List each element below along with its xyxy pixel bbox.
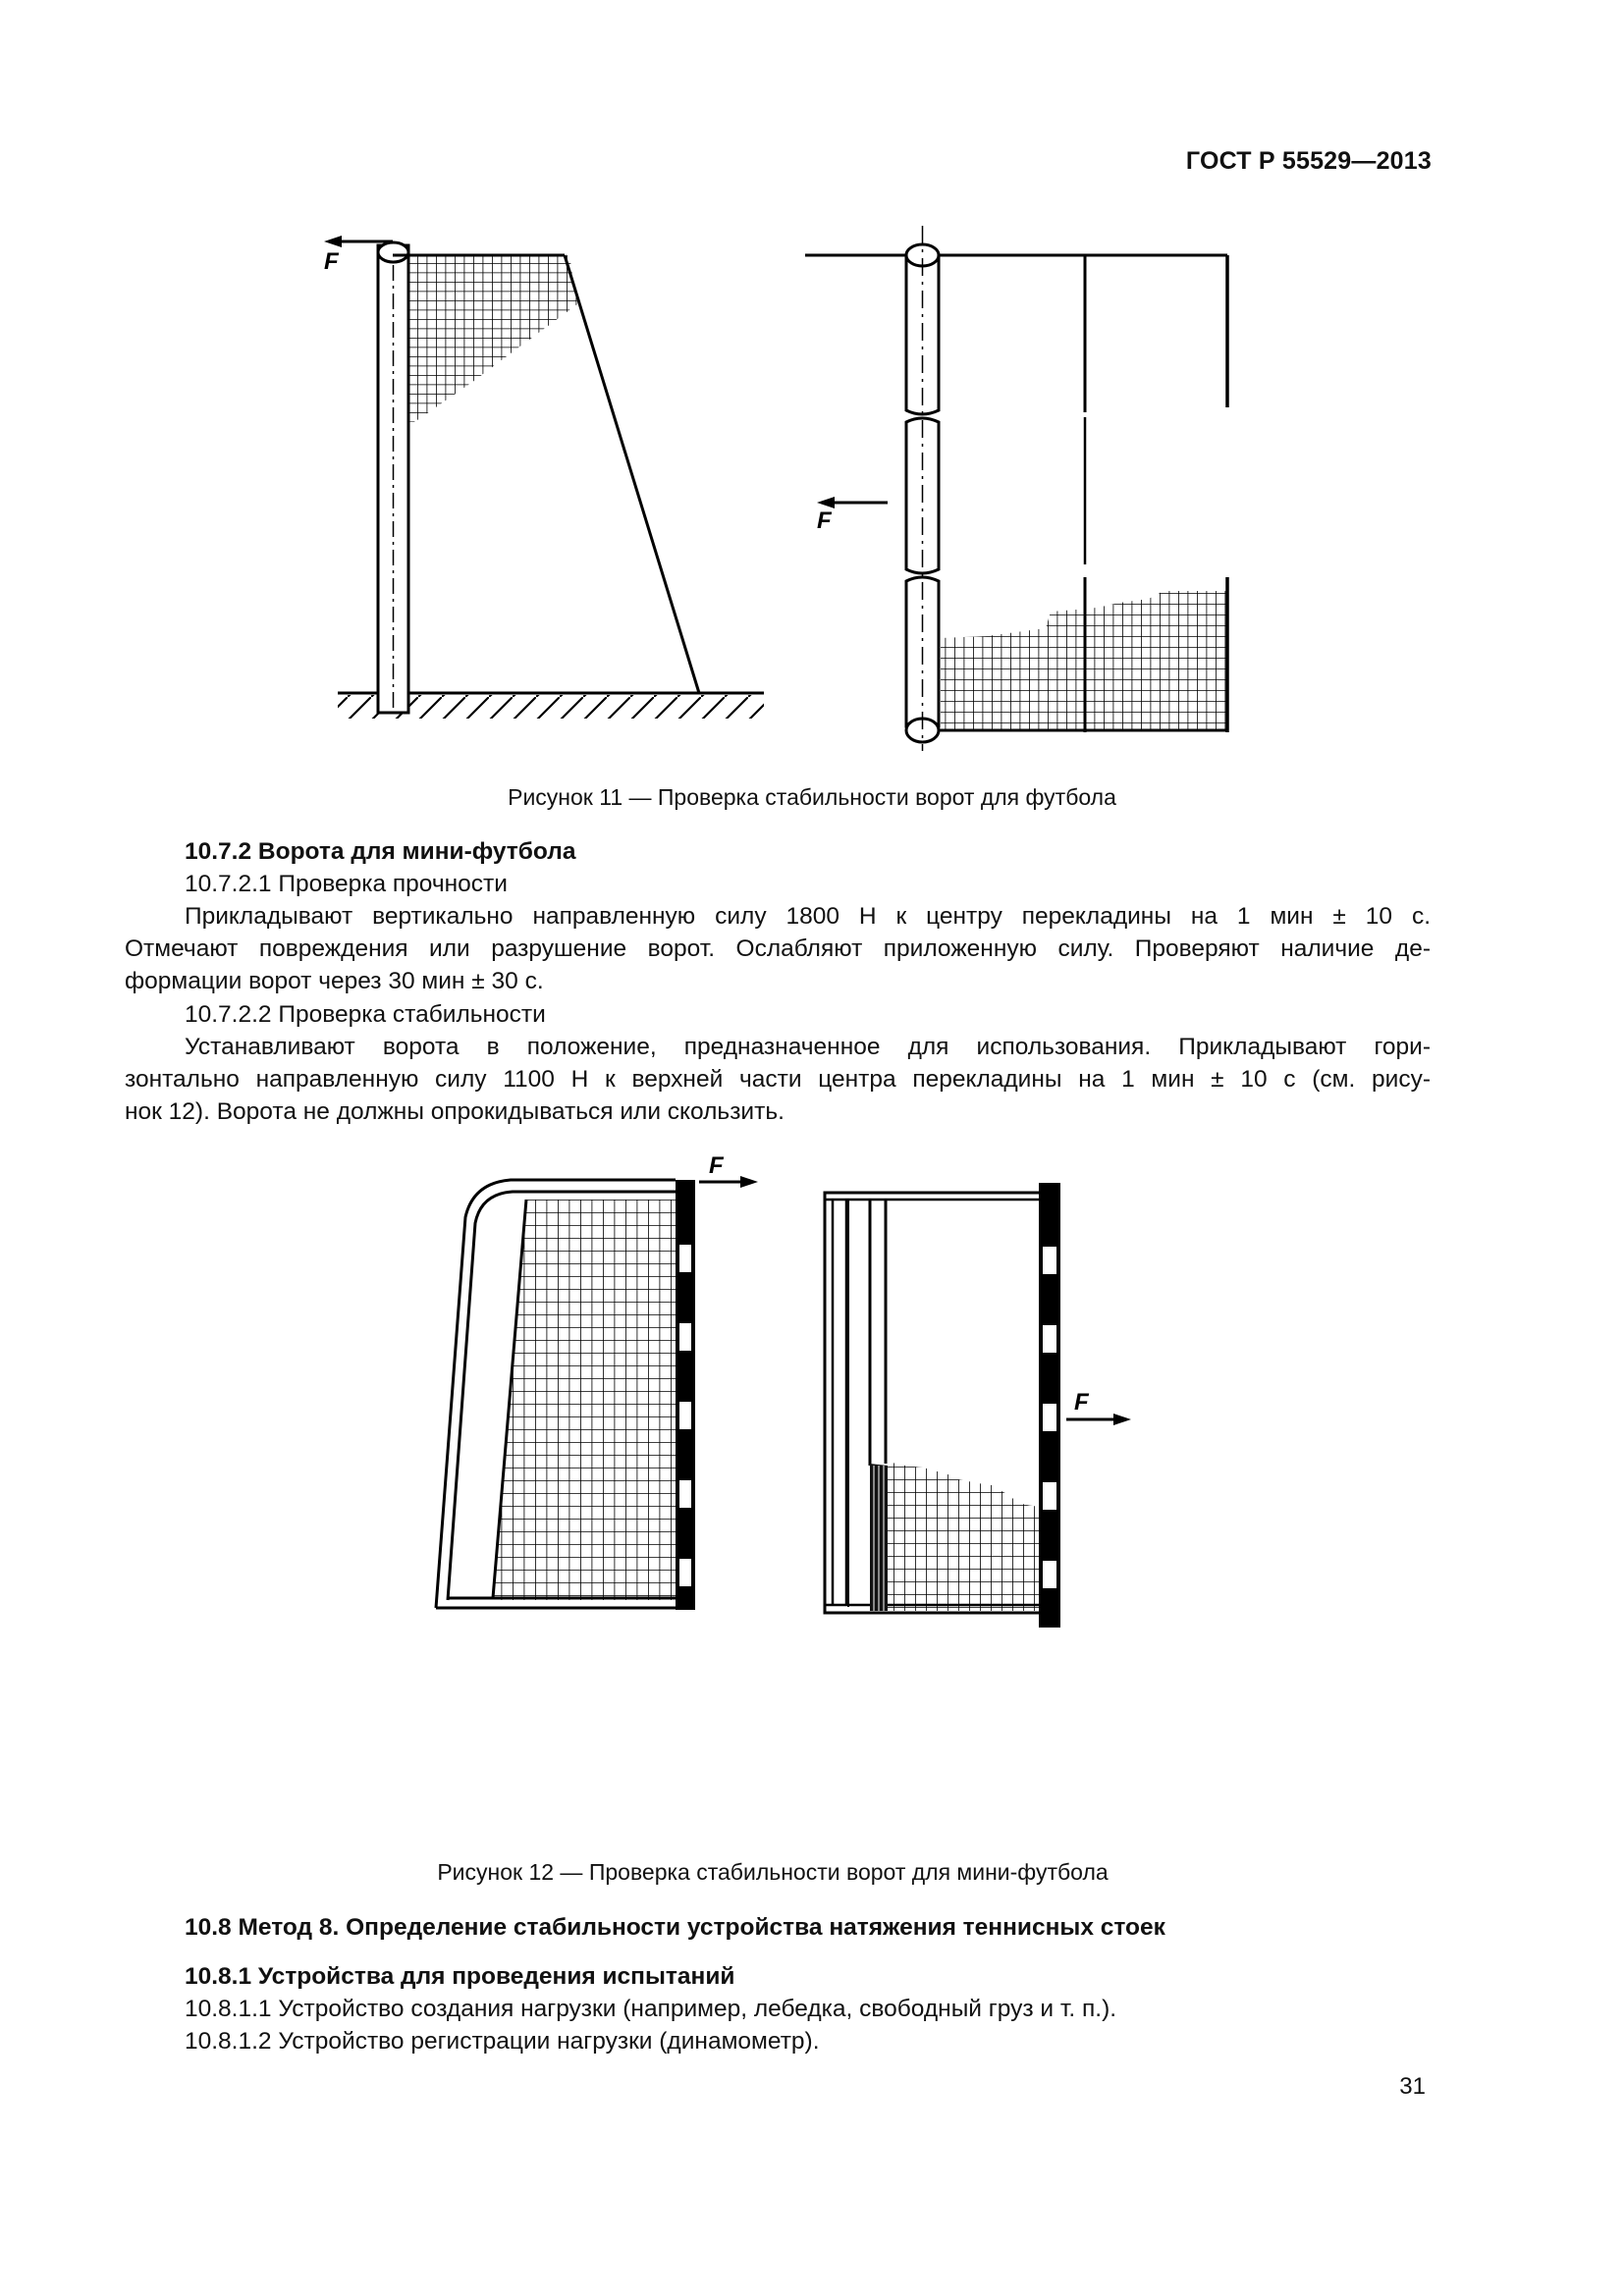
- force-label: F: [817, 507, 832, 534]
- paragraph-line: Отмечают повреждения или разрушение ворот. Ослабляют приложенную силу. Проверяют наличие де-: [125, 935, 1431, 962]
- section-heading-10-7-2: 10.7.2 Ворота для мини-футбола: [185, 838, 576, 865]
- paragraph-line: формации ворот через 30 мин ± 30 с.: [125, 968, 544, 994]
- figure12-right-goal: [785, 1173, 1139, 1644]
- paragraph-line: Прикладывают вертикально направленную силу 1800 Н к центру перекладины на 1 мин ± 10 с.: [185, 903, 1431, 930]
- paragraph-line: зонтально направленную силу 1100 Н к верхней части центра перекладины на 1 мин ± 10 с (см. рису-: [125, 1066, 1431, 1093]
- page-number: 31: [1399, 2073, 1426, 2100]
- subsection-heading-10-8-1: 10.8.1 Устройства для проведения испытаний: [185, 1963, 735, 1990]
- force-label: F: [324, 248, 339, 275]
- goal-post: [676, 1180, 695, 1610]
- net-mesh: [408, 255, 577, 422]
- force-label: F: [1074, 1389, 1089, 1415]
- subsection-title-10-7-2-2: 10.7.2.2 Проверка стабильности: [185, 1001, 546, 1028]
- list-item: 10.8.1.1 Устройство создания нагрузки (например, лебедка, свободный груз и т. п.).: [185, 1996, 1117, 2022]
- figure12-caption: Рисунок 12 — Проверка стабильности ворот для мини-футбола: [437, 1859, 1109, 1885]
- force-label: F: [709, 1152, 724, 1179]
- section-heading-10-8: 10.8 Метод 8. Определение стабильности устройства натяжения теннисных стоек: [185, 1914, 1165, 1941]
- document-standard-header: ГОСТ Р 55529—2013: [1185, 147, 1432, 175]
- paragraph-line: Устанавливают ворота в положение, предназначенное для использования. Прикладывают гори-: [185, 1034, 1431, 1060]
- back-stay: [565, 255, 699, 693]
- figure11-caption: Рисунок 11 — Проверка стабильности ворот для футбола: [508, 784, 1116, 810]
- paragraph-line: нок 12). Ворота не должны опрокидываться или скользить.: [125, 1098, 785, 1125]
- figure12-left-drawing: [422, 1148, 776, 1620]
- subsection-title-10-7-2-1: 10.7.2.1 Проверка прочности: [185, 871, 508, 897]
- figure11-right-drawing: [805, 226, 1237, 756]
- list-item: 10.8.1.2 Устройство регистрации нагрузки (динамометр).: [185, 2028, 820, 2055]
- figure11-left-drawing: [324, 226, 776, 736]
